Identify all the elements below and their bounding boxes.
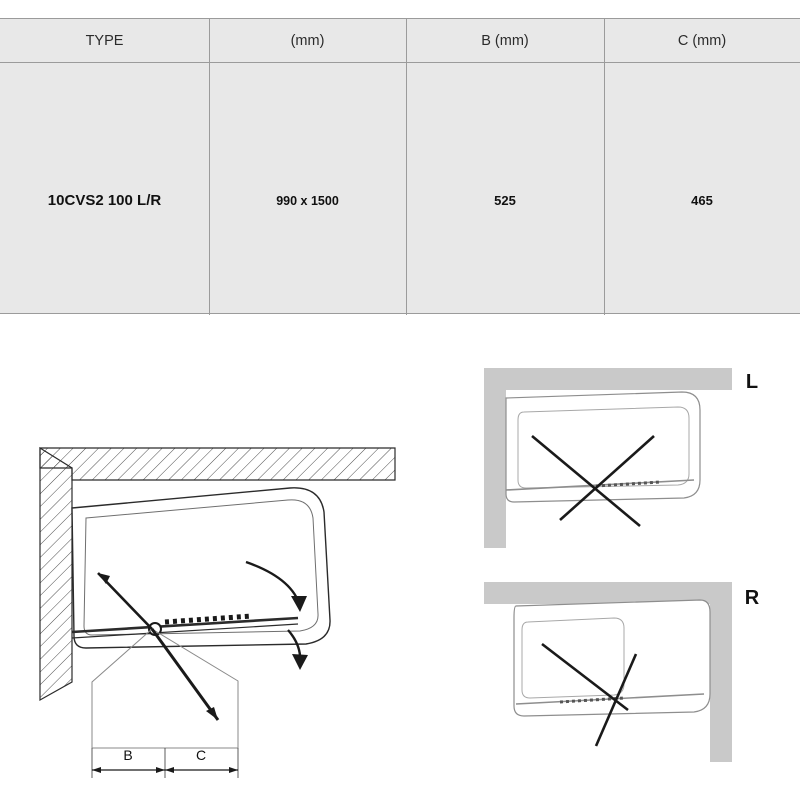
drawings-svg [0, 330, 800, 800]
right-variant-drawing [484, 582, 760, 762]
dim-c-arrow-left [165, 767, 174, 773]
l-variant-letter: L [745, 371, 759, 393]
l-wall-top [484, 368, 732, 390]
r-variant-letter: R [744, 587, 760, 609]
dim-label-b: B [123, 747, 133, 763]
dim-b-arrow-right [156, 767, 165, 773]
table-header-b-mm: B (mm) [481, 33, 529, 49]
dim-c-arrow-right [229, 767, 238, 773]
table-header-mm: (mm) [290, 33, 325, 49]
column-divider-2 [406, 19, 407, 315]
table-header-type: TYPE [85, 33, 124, 49]
table-cell-c: 465 [691, 193, 713, 208]
rotation-arrow-lower-head [292, 654, 308, 670]
column-divider-3 [604, 19, 605, 315]
r-wall-right [710, 582, 732, 762]
l-bathtub-inner [518, 407, 689, 488]
table-header-c-mm: C (mm) [677, 33, 727, 49]
main-drawing [40, 448, 395, 778]
specification-table [0, 18, 800, 314]
left-variant-drawing [484, 368, 758, 548]
l-wall-left [484, 368, 506, 548]
wall-left-hatched [40, 448, 72, 700]
wall-top-hatched [40, 448, 395, 480]
column-divider-1 [209, 19, 210, 315]
panel-open-arrowhead [206, 707, 218, 720]
dim-b-arrow-left [92, 767, 101, 773]
table-cell-type: 10CVS2 100 L/R [47, 192, 162, 209]
r-bathtub-inner [522, 618, 624, 698]
table-cell-b: 525 [494, 193, 516, 208]
technical-drawings [0, 330, 800, 800]
table-cell-dimensions: 990 x 1500 [276, 194, 339, 208]
dim-label-c: C [195, 747, 207, 763]
